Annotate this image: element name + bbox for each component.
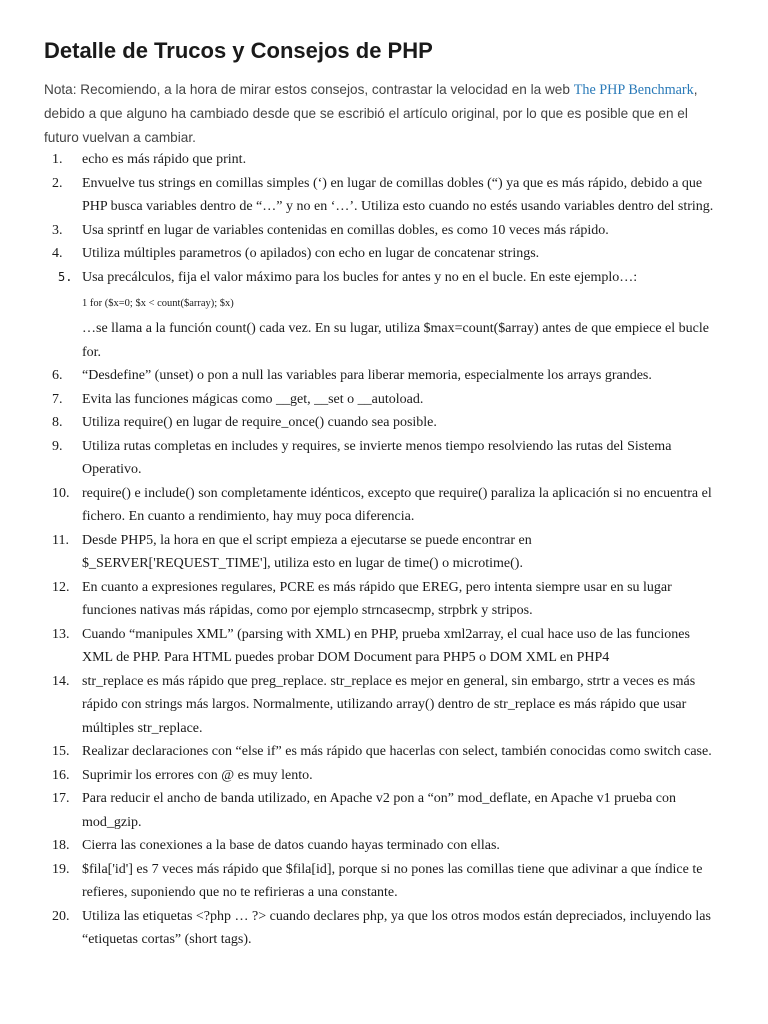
item-text: En cuanto a expresiones regulares, PCRE es más rápido que EREG, pero intenta siempre usar en su lugar funciones nativas más rápidas, como por ejemplo strncasecmp, strpbrk y stripos.: [82, 579, 672, 618]
item-text: $fila['id'] es 7 veces más rápido que $fila[id], porque si no pones las comillas tiene que adivinar a que índice te refieres, suponiendo que no te refirieras a una constante.: [82, 861, 703, 900]
item-number: 3.: [52, 222, 63, 238]
item-number: 14.: [52, 673, 70, 689]
list-item: [0, 388, 768, 412]
item-number: 17.: [52, 791, 70, 806]
item-text: Suprimir los errores con @ es muy lento.: [82, 767, 313, 783]
item-number: 7.: [52, 391, 63, 407]
list-item: [0, 576, 768, 623]
item-number: 11.: [52, 532, 69, 548]
list-item: [0, 834, 768, 858]
item-number: 20.: [52, 908, 70, 924]
item-number: 5.: [58, 269, 73, 284]
item-number: 6.: [52, 368, 63, 383]
item-text-continued: …se llama a la función count() cada vez. En su lugar, utiliza $max=count($array) antes de que empiece el bucle for.: [82, 321, 709, 360]
item-text: Utiliza require() en lugar de require_once() cuando sea posible.: [82, 415, 437, 430]
item-text: Desde PHP5, la hora en que el script empieza a ejecutarse se puede encontrar en $_SERVER['REQUEST_TIME'], utiliza esto en lugar de time() o microtime().: [82, 532, 532, 571]
item-text: Para reducir el ancho de banda utilizado, en Apache v2 pon a “on” mod_deflate, en Apache v1 prueba con mod_gzip.: [82, 791, 676, 830]
item-number: 12.: [52, 579, 70, 595]
code-snippet: 1 for ($x=0; $x < count($array); $x): [82, 298, 234, 309]
item-number: 10.: [52, 485, 70, 501]
item-text: Utiliza rutas completas en includes y requires, se invierte menos tiempo resolviendo las rutas del Sistema Operativo.: [82, 438, 672, 477]
item-number: 18.: [52, 838, 70, 853]
list-item: [0, 219, 768, 243]
list-item: [0, 148, 768, 172]
item-number: 15.: [52, 744, 70, 759]
list-item: [0, 623, 768, 670]
item-text: Evita las funciones mágicas como __get, __set o __autoload.: [82, 391, 424, 407]
item-text: Usa sprintf en lugar de variables contenidas en comillas dobles, es como 10 veces más rápido.: [82, 222, 609, 238]
item-number: 2.: [52, 175, 63, 191]
list-item: [0, 172, 768, 219]
item-number: 19.: [52, 861, 70, 877]
tips-list: [0, 148, 768, 952]
note-text-after: , debido a que alguno ha cambiado desde que se escribió el artículo original, por lo que es posible que en el futuro vuelvan a cambiar.: [44, 82, 698, 145]
note-paragraph: [44, 78, 724, 150]
item-number: 9.: [52, 438, 63, 454]
item-number: 13.: [52, 626, 70, 642]
list-item: [0, 482, 768, 529]
item-number: 4.: [52, 246, 63, 261]
list-item: [0, 411, 768, 435]
item-text: require() e include() son completamente idénticos, excepto que require() paraliza la aplicación si no encuentra el fichero. En cuanto a rendimiento, hay muy poca diferencia.: [82, 485, 712, 524]
item-text: Utiliza las etiquetas <?php … ?> cuando declares php, ya que los otros modos están depreciados, incluyendo las “etiquetas cortas” (short tags).: [82, 908, 711, 947]
item-number: 16.: [52, 767, 70, 783]
list-item: [0, 905, 768, 952]
item-text: Utiliza múltiples parametros (o apilados) con echo en lugar de concatenar strings.: [82, 246, 540, 261]
item-text: “Desdefine” (unset) o pon a null las variables para liberar memoria, especialmente los arrays grandes.: [82, 368, 652, 383]
note-text-before: Nota: Recomiendo, a la hora de mirar estos consejos, contrastar la velocidad en la web: [44, 82, 574, 97]
item-text: Cierra las conexiones a la base de datos cuando hayas terminado con ellas.: [82, 838, 500, 853]
list-item: [0, 242, 768, 266]
php-benchmark-link[interactable]: The PHP Benchmark: [573, 82, 694, 98]
item-number: 1.: [52, 152, 63, 167]
item-text: str_replace es más rápido que preg_replace. str_replace es mejor en general, sin embargo, strtr a veces es más rápido con strings más largos. Normalmente, utilizando array() dentro de str_replace es más rápido que usar múltiples str_replace.: [82, 673, 696, 736]
list-item: [0, 858, 768, 905]
list-item: [0, 529, 768, 576]
item-text: Envuelve tus strings en comillas simples (‘) en lugar de comillas dobles (“) ya que es más rápido, debido a que PHP busca variables dentro de “…” y no en ‘…’. Utiliza esto cuando no estés usando variables dentro del string.: [82, 175, 714, 214]
page-title: Detalle de Trucos y Consejos de PHP: [44, 38, 433, 63]
list-item: [0, 266, 768, 365]
list-item: [0, 670, 768, 741]
list-item: [0, 787, 768, 834]
list-item: [0, 740, 768, 764]
item-number: 8.: [52, 415, 63, 430]
list-item: [0, 764, 768, 788]
item-text: Usa precálculos, fija el valor máximo para los bucles for antes y no en el bucle. En este ejemplo…:: [82, 269, 638, 285]
list-item: [0, 435, 768, 482]
list-item: [0, 364, 768, 388]
item-text: echo es más rápido que print.: [82, 152, 247, 167]
item-text: Cuando “manipules XML” (parsing with XML) en PHP, prueba xml2array, el cual hace uso de las funciones XML de PHP. Para HTML puedes probar DOM Document para PHP5 o DOM XML en PHP4: [82, 626, 690, 665]
item-text: Realizar declaraciones con “else if” es más rápido que hacerlas con select, también conocidas como switch case.: [82, 744, 712, 759]
